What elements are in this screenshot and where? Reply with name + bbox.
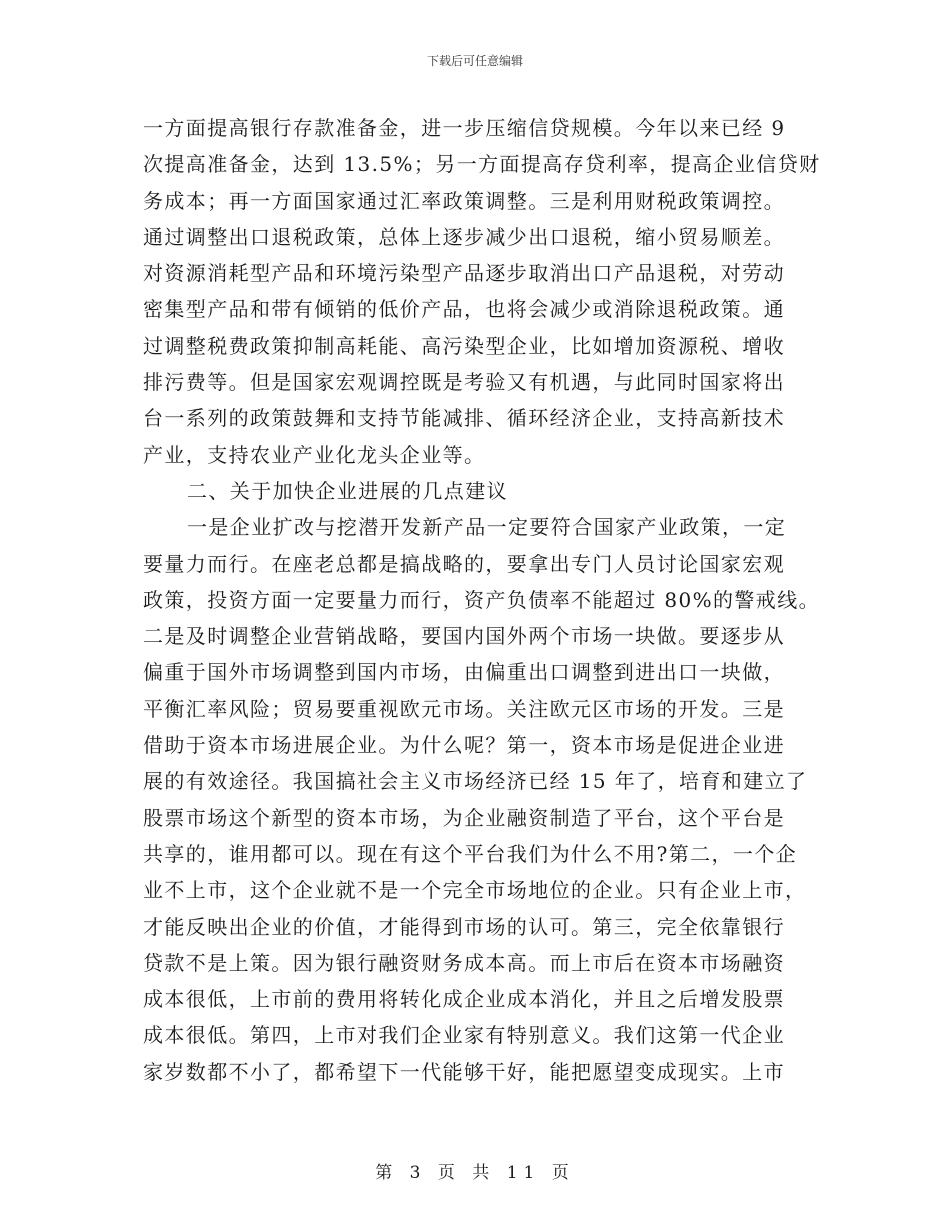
- section-heading: 二、关于加快企业进展的几点建议: [187, 478, 508, 503]
- body-line: 过调整税费政策抑制高耗能、高污染型企业，比如增加资源税、增收: [143, 333, 785, 358]
- body-line: 对资源消耗型产品和环境污染型产品逐步取消出口产品退税，对劳动: [143, 261, 785, 286]
- document-body: [143, 110, 821, 1090]
- body-line: 成本很低，上市前的费用将转化成企业成本消化，并且之后增发股票: [143, 987, 785, 1012]
- body-line: 政策，投资方面一定要量力而行，资产负债率不能超过 80%的警戒线。: [143, 587, 821, 612]
- body-line: 一方面提高银行存款准备金，进一步压缩信贷规模。今年以来已经 9: [143, 116, 786, 140]
- body-line: 偏重于国外市场调整到国内市场，由偏重出口调整到进出口一块做，: [143, 660, 785, 685]
- body-line: 成本很低。第四，上市对我们企业家有特别意义。我们这第一代企业: [143, 1023, 785, 1048]
- body-line: 要量力而行。在座老总都是搞战略的，要拿出专门人员讨论国家宏观: [143, 551, 785, 576]
- body-line: 股票市场这个新型的资本市场，为企业融资制造了平台，这个平台是: [143, 805, 785, 830]
- page-number: 第 3 页 共 11 页: [375, 1163, 575, 1183]
- body-line: 务成本；再一方面国家通过汇率政策调整。三是利用财税政策调控。: [143, 188, 785, 213]
- body-line: 密集型产品和带有倾销的低价产品，也将会减少或消除退税政策。通: [143, 297, 785, 322]
- body-line: 展的有效途径。我国搞社会主义市场经济已经 15 年了，培育和建立了: [143, 769, 808, 794]
- body-line: 借助于资本市场进展企业。为什么呢？第一，资本市场是促进企业进: [143, 733, 785, 758]
- body-line: 家岁数都不小了，都希望下一代能够干好，能把愿望变成现实。上市: [143, 1059, 785, 1084]
- body-line: 贷款不是上策。因为银行融资财务成本高。而上市后在资本市场融资: [143, 950, 785, 975]
- body-line: 共享的，谁用都可以。现在有这个平台我们为什么不用?第二，一个企: [143, 841, 798, 866]
- header-note: 下载后可任意编辑: [426, 54, 523, 68]
- body-line: 一是企业扩改与挖潜开发新产品一定要符合国家产业政策，一定: [187, 515, 787, 540]
- body-line: 才能反映出企业的价值，才能得到市场的认可。第三，完全依靠银行: [143, 914, 785, 939]
- body-line: 业不上市，这个企业就不是一个完全市场地位的企业。只有企业上市，: [143, 878, 807, 903]
- body-line: 通过调整出口退税政策，总体上逐步减少出口退税，缩小贸易顺差。: [143, 224, 785, 249]
- body-line: 排污费等。但是国家宏观调控既是考验又有机遇，与此同时国家将出: [143, 370, 785, 395]
- body-line: 平衡汇率风险；贸易要重视欧元市场。关注欧元区市场的开发。三是: [143, 696, 785, 721]
- body-line: 产业，支持农业产业化龙头企业等。: [143, 442, 486, 467]
- body-line: 台一系列的政策鼓舞和支持节能减排、循环经济企业，支持高新技术: [143, 406, 785, 431]
- body-line: 二是及时调整企业营销战略，要国内国外两个市场一块做。要逐步从: [143, 624, 785, 649]
- body-line: 次提高准备金，达到 13.5%；另一方面提高存贷利率，提高企业信贷财: [143, 152, 821, 177]
